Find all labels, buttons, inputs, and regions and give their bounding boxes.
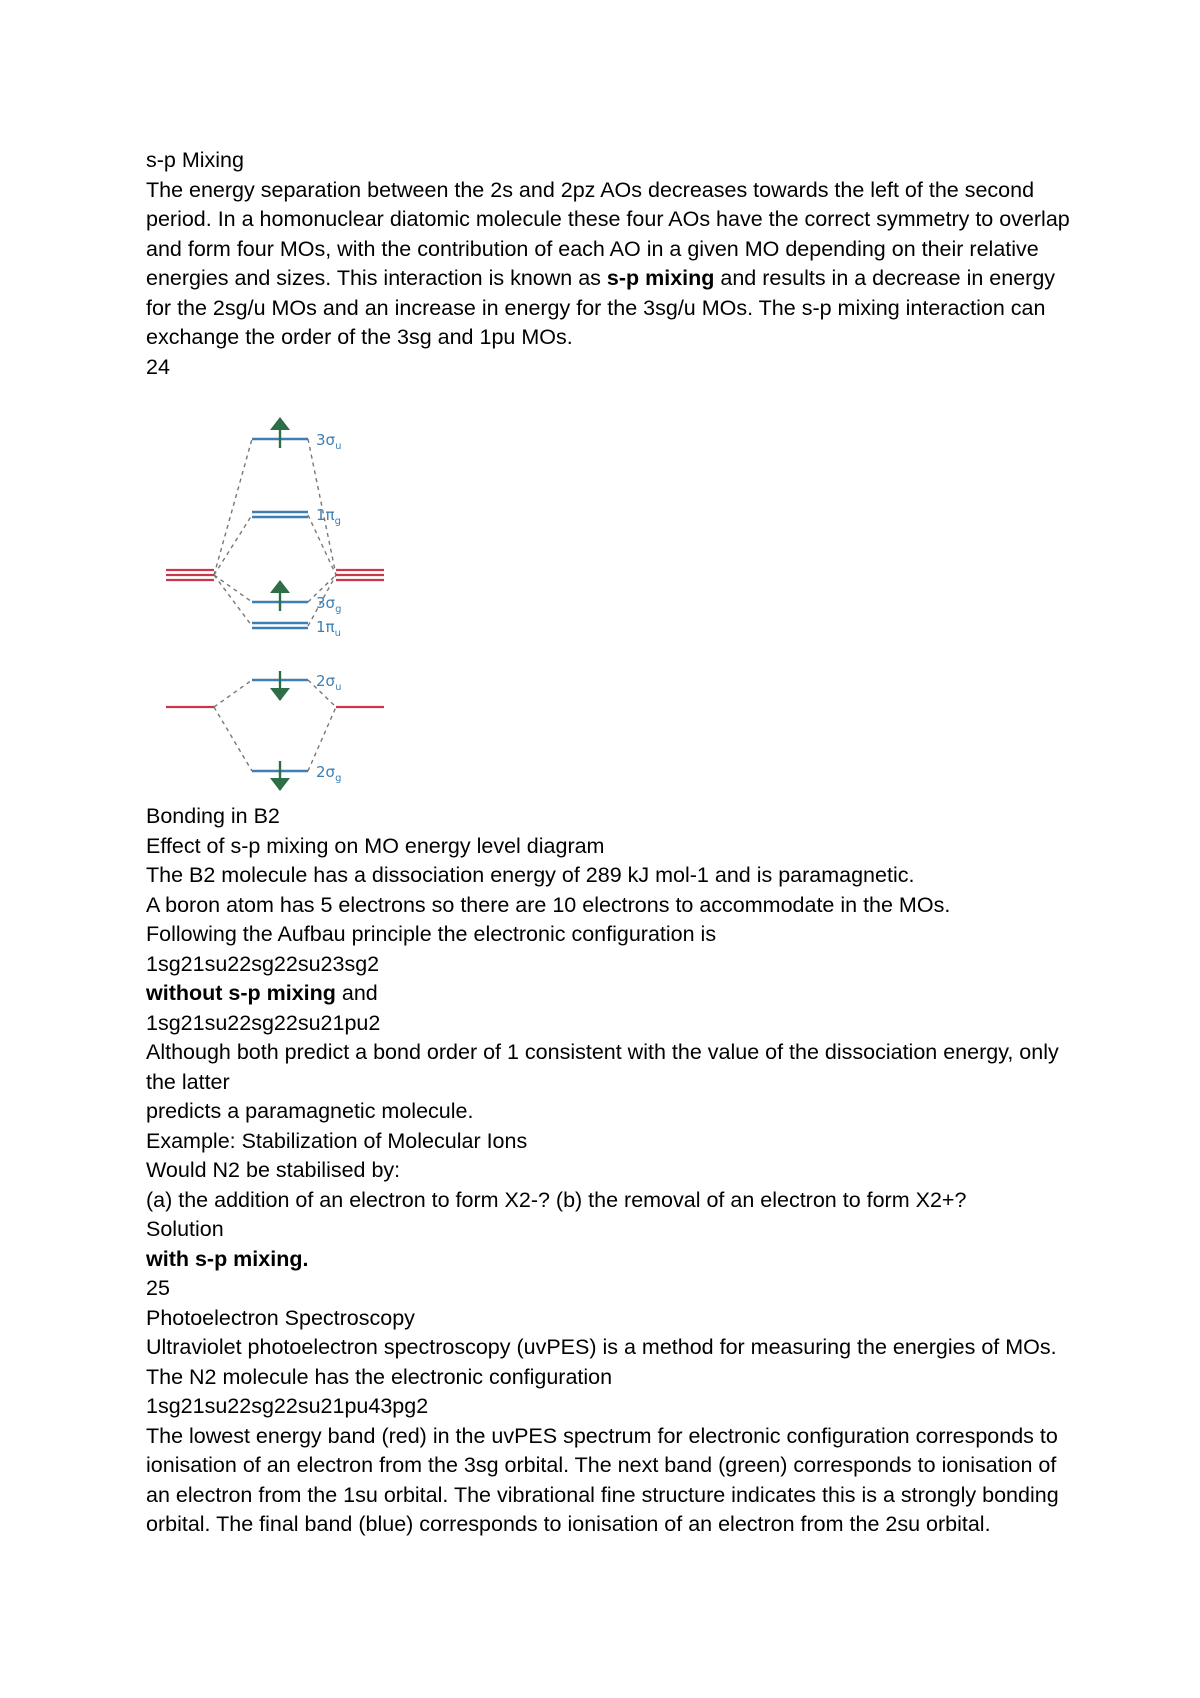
b2-bond-order-line: Although both predict a bond order of 1 consistent with the value of the dissociation energy, only the latter	[146, 1040, 1059, 1094]
without-mixing-rest: and	[335, 981, 378, 1005]
b2-line-effect: Effect of s-p mixing on MO energy level diagram	[146, 833, 605, 858]
n2-config: 1sg21su22sg22su21pu43pg2	[146, 1394, 429, 1418]
example-options: (a) the addition of an electron to form X2-? (b) the removal of an electron to form X2+?	[146, 1187, 967, 1212]
page-number-24: 24	[146, 354, 170, 379]
document-page	[146, 146, 1076, 1540]
mo-diagram-svg	[166, 382, 426, 802]
electron-up-3sg-head	[270, 580, 290, 593]
sp-mixing-bold-term: s-p mixing	[606, 266, 715, 290]
with-mixing-line	[146, 1245, 1076, 1275]
section-heading-bonding-b2: Bonding in B2	[146, 804, 280, 828]
example-question: Would N2 be stabilised by:	[146, 1158, 401, 1182]
b2-config-without-mixing: 1sg21su22sg22su23sg2	[146, 951, 380, 976]
b2-line-aufbau: Following the Aufbau principle the electronic configuration is	[146, 922, 717, 946]
without-mixing-bold: without s-p mixing	[146, 981, 336, 1005]
pes-paragraph-1: Ultraviolet photoelectron spectroscopy (uvPES) is a method for measuring the energies of MOs. The N2 molecule has the electronic configuration	[146, 1335, 1057, 1389]
label-3sg: $3\sigma_g$	[316, 594, 342, 615]
electron-arrows	[270, 417, 290, 791]
connector-right-2sg	[308, 707, 336, 771]
b2-config-with-mixing: 1sg21su22sg22su21pu2	[146, 1010, 381, 1035]
connector-left-1pu	[214, 575, 252, 626]
electron-down-2sg-head	[270, 778, 290, 791]
solution-label: Solution	[146, 1217, 224, 1241]
label-1pu: $1\pi_u$	[316, 618, 341, 639]
label-2su: $2\sigma_u$	[316, 672, 342, 693]
with-mixing-bold: with s-p mixing.	[146, 1246, 309, 1271]
connector-right-1pg	[308, 515, 336, 575]
pes-paragraph-2: The lowest energy band (red) in the uvPES spectrum for electronic configuration corresponds to ionisation of an electron from the 3sg orbital. The next band (green) corresponds to ionisation of an electron from the 1su orbital. The vibrational fine structure indicates this is a strongly bonding orbital. The final band (blue) corresponds to ionisation of an electron from the 2su orbital.	[146, 1423, 1059, 1536]
connector-left-2sg	[214, 707, 252, 771]
sp-mixing-paragraph	[146, 176, 1076, 353]
b2-line-dissociation: The B2 molecule has a dissociation energy of 289 kJ mol-1 and is paramagnetic.	[146, 863, 915, 887]
section-heading-pes: Photoelectron Spectroscopy	[146, 1305, 415, 1330]
b2-line-electrons: A boron atom has 5 electrons so there are 10 electrons to accommodate in the MOs.	[146, 892, 951, 917]
connector-left-1pg	[214, 515, 252, 575]
electron-down-2su-head	[270, 688, 290, 701]
section-heading-sp-mixing: s-p Mixing	[146, 148, 244, 172]
electron-up-3su-head	[270, 417, 290, 430]
b2-without-mixing-line	[146, 979, 1076, 1009]
connector-left-3sg	[214, 575, 252, 602]
label-3su: $3\sigma_u$	[316, 431, 342, 452]
sp-mixing-text-after: and results in a decrease in energy for the 2sg/u MOs and an increase in energy for the 3sg/u MOs. The s-p mixing interaction can exchange the order of the 3sg and 1pu MOs.	[146, 266, 1056, 349]
example-heading: Example: Stabilization of Molecular Ions	[146, 1128, 528, 1153]
connector-left-3su	[214, 439, 252, 575]
mo-energy-diagram	[146, 382, 1076, 802]
page-number-25: 25	[146, 1276, 170, 1300]
label-1pg: $1\pi_g$	[316, 506, 341, 527]
b2-paramagnetic-line: predicts a paramagnetic molecule.	[146, 1099, 474, 1123]
sp-mixing-text-before: The energy separation between the 2s and 2pz AOs decreases towards the left of the second period. In a homonuclear diatomic molecule these four AOs have the correct symmetry to overlap and form four MOs, with the contribution of each AO in a given MO depending on their relative energies and sizes. This interaction is known as	[146, 177, 1070, 290]
connector-left-2su	[214, 680, 252, 707]
label-2sg: $2\sigma_g$	[316, 763, 342, 784]
